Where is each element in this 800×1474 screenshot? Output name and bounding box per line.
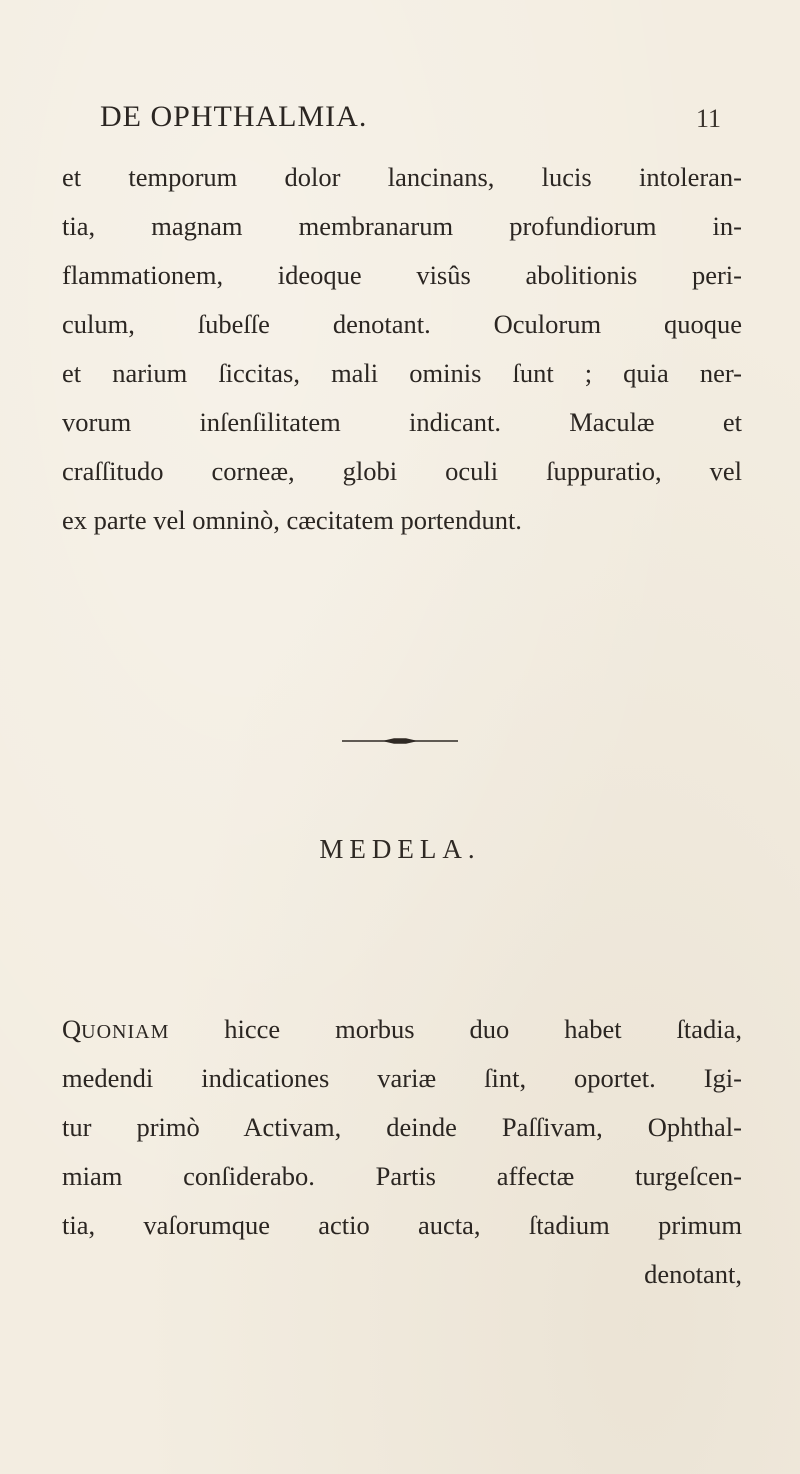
text-line: et narium ſiccitas, mali ominis ſunt ; quia ner- bbox=[62, 358, 742, 388]
rule-ornament bbox=[342, 737, 458, 745]
text-line: tur primò Activam, deinde Paſſivam, Ophthal- bbox=[62, 1112, 742, 1142]
paragraph-2 bbox=[62, 1005, 742, 1299]
page-number: 11 bbox=[696, 104, 722, 133]
section-heading: MEDELA. bbox=[319, 834, 481, 864]
running-head bbox=[0, 100, 800, 140]
paragraph-1 bbox=[62, 153, 742, 545]
text-line: tia, vaſorumque actio aucta, ſtadium primum bbox=[62, 1210, 742, 1240]
text-line: vorum inſenſilitatem indicant. Maculæ et bbox=[62, 407, 742, 437]
text-line: ex parte vel omninò, cæcitatem portendunt. bbox=[62, 505, 522, 535]
text-line: craſſitudo corneæ, globi oculi ſuppuratio, vel bbox=[62, 456, 742, 486]
initial-letter: Q bbox=[62, 1014, 82, 1044]
text-line: flammationem, ideoque visûs abolitionis peri- bbox=[62, 260, 742, 290]
text-line-first bbox=[62, 1005, 742, 1054]
text-line: culum, ſubeſſe denotant. Oculorum quoque bbox=[62, 309, 742, 339]
first-line-rest: hicce morbus duo habet ſtadia, bbox=[169, 1014, 742, 1044]
text-line: et temporum dolor lancinans, lucis intoleran- bbox=[62, 162, 742, 192]
catchword: denotant, bbox=[644, 1259, 742, 1289]
text-line: tia, magnam membranarum profundiorum in- bbox=[62, 211, 742, 241]
initial-word-rest: UONIAM bbox=[81, 1021, 170, 1043]
text-line: medendi indicationes variæ ſint, oportet. Igi- bbox=[62, 1063, 742, 1093]
running-title: DE OPHTHALMIA. bbox=[100, 100, 368, 133]
text-line: miam conſiderabo. Partis affectæ turgeſcen- bbox=[62, 1161, 742, 1191]
